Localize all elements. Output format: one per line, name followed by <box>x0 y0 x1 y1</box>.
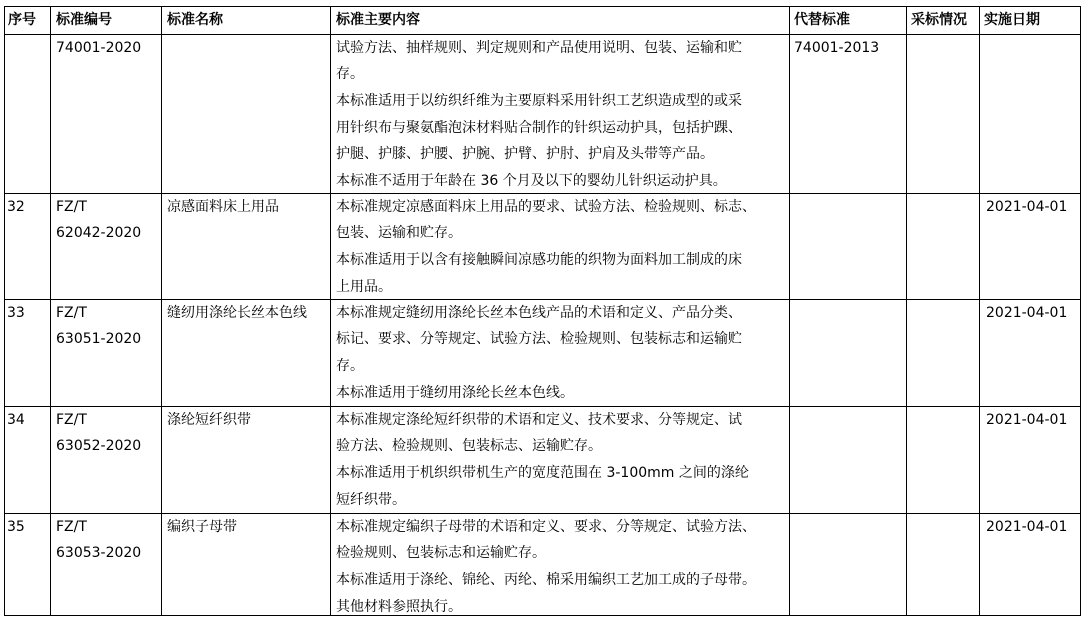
header-content: 标准主要内容 <box>336 12 420 28</box>
row-32-seq: 32 <box>7 199 25 215</box>
row-34-date: 2021-04-01 <box>986 412 1068 428</box>
row-0-content-line: 本标准适用于以纺织纤维为主要原料采用针织工艺织造成型的或采 <box>336 93 742 109</box>
row-33-content-line: 本标准规定缝纫用涤纶长丝本色线产品的术语和定义、产品分类、 <box>336 305 742 321</box>
table-border-left <box>4 6 5 616</box>
row-divider <box>4 299 1081 300</box>
row-35-content-line: 检验规则、包装标志和运输贮存。 <box>336 545 546 561</box>
row-35-content-line: 其他材料参照执行。 <box>336 599 462 615</box>
row-divider <box>4 513 1081 514</box>
header-code: 标准编号 <box>56 12 112 28</box>
standards-table <box>4 6 1081 616</box>
row-34-content-line: 本标准适用于机织织带机生产的宽度范围在 3-100mm 之间的涤纶 <box>336 465 749 481</box>
row-33-code-line-0: FZ/T <box>56 305 87 321</box>
row-35-seq: 35 <box>7 519 25 535</box>
header-adoption: 采标情况 <box>911 12 967 28</box>
row-34-seq: 34 <box>7 412 25 428</box>
row-32-code-line-1: 62042-2020 <box>56 225 142 241</box>
header-seq: 序号 <box>8 12 36 28</box>
row-35-date: 2021-04-01 <box>986 519 1068 535</box>
row-32-date: 2021-04-01 <box>986 199 1068 215</box>
row-divider <box>4 193 1081 194</box>
row-0-content-line: 本标准不适用于年龄在 36 个月及以下的婴幼儿针织运动护具。 <box>336 173 727 189</box>
row-32-code-line-0: FZ/T <box>56 199 87 215</box>
row-35-content-line: 本标准适用于涤纶、锦纶、丙纶、棉采用编织工艺加工成的子母带。 <box>336 572 756 588</box>
column-divider <box>906 6 907 616</box>
table-border-top <box>4 6 1081 7</box>
row-34-name: 涤纶短纤织带 <box>167 412 251 428</box>
row-divider <box>4 406 1081 407</box>
row-35-content-line: 本标准规定编织子母带的术语和定义、要求、分等规定、试验方法、 <box>336 519 756 535</box>
column-divider <box>161 6 162 616</box>
row-0-content-line: 试验方法、抽样规则、判定规则和产品使用说明、包装、运输和贮 <box>336 40 742 56</box>
row-33-seq: 33 <box>7 305 25 321</box>
row-35-name: 编织子母带 <box>167 519 237 535</box>
row-34-code-line-1: 63052-2020 <box>56 438 142 454</box>
row-35-code-line-0: FZ/T <box>56 519 87 535</box>
header-replaces: 代替标准 <box>794 12 850 28</box>
row-34-content-line: 验方法、检验规则、包装标志、运输贮存。 <box>336 438 602 454</box>
header-name: 标准名称 <box>167 12 223 28</box>
table-border-bottom <box>4 615 1081 616</box>
header-rule <box>4 34 1081 35</box>
table-border-right <box>1080 6 1081 616</box>
column-divider <box>50 6 51 616</box>
row-33-name: 缝纫用涤纶长丝本色线 <box>167 305 307 321</box>
row-33-content-line: 标记、要求、分等规定、试验方法、检验规则、包装标志和运输贮 <box>336 331 742 347</box>
row-32-content-line: 本标准适用于以含有接触瞬间凉感功能的织物为面料加工制成的床 <box>336 252 742 268</box>
row-32-content-line: 本标准规定凉感面料床上用品的要求、试验方法、检验规则、标志、 <box>336 199 756 215</box>
row-33-date: 2021-04-01 <box>986 305 1068 321</box>
row-0-content-line: 护腿、护膝、护腰、护腕、护臂、护肘、护肩及头带等产品。 <box>336 146 714 162</box>
row-34-content-line: 本标准规定涤纶短纤织带的术语和定义、技术要求、分等规定、试 <box>336 412 742 428</box>
row-33-code-line-1: 63051-2020 <box>56 331 142 347</box>
column-divider <box>979 6 980 616</box>
row-34-content-line: 短纤织带。 <box>336 492 406 508</box>
row-32-content-line: 上用品。 <box>336 279 392 295</box>
row-32-content-line: 包装、运输和贮存。 <box>336 225 462 241</box>
header-date: 实施日期 <box>984 12 1040 28</box>
column-divider <box>789 6 790 616</box>
row-33-content-line: 本标准适用于缝纫用涤纶长丝本色线。 <box>336 385 574 401</box>
row-0-replaces: 74001-2013 <box>794 40 880 56</box>
row-0-content-line: 存。 <box>336 66 364 82</box>
row-0-content-line: 用针织布与聚氨酯泡沫材料贴合制作的针织运动护具，包括护踝、 <box>336 120 742 136</box>
row-32-name: 凉感面料床上用品 <box>167 199 279 215</box>
row-34-code-line-0: FZ/T <box>56 412 87 428</box>
row-35-code-line-1: 63053-2020 <box>56 545 142 561</box>
row-0-code-line-0: 74001-2020 <box>56 40 142 56</box>
column-divider <box>330 6 331 616</box>
row-33-content-line: 存。 <box>336 358 364 374</box>
